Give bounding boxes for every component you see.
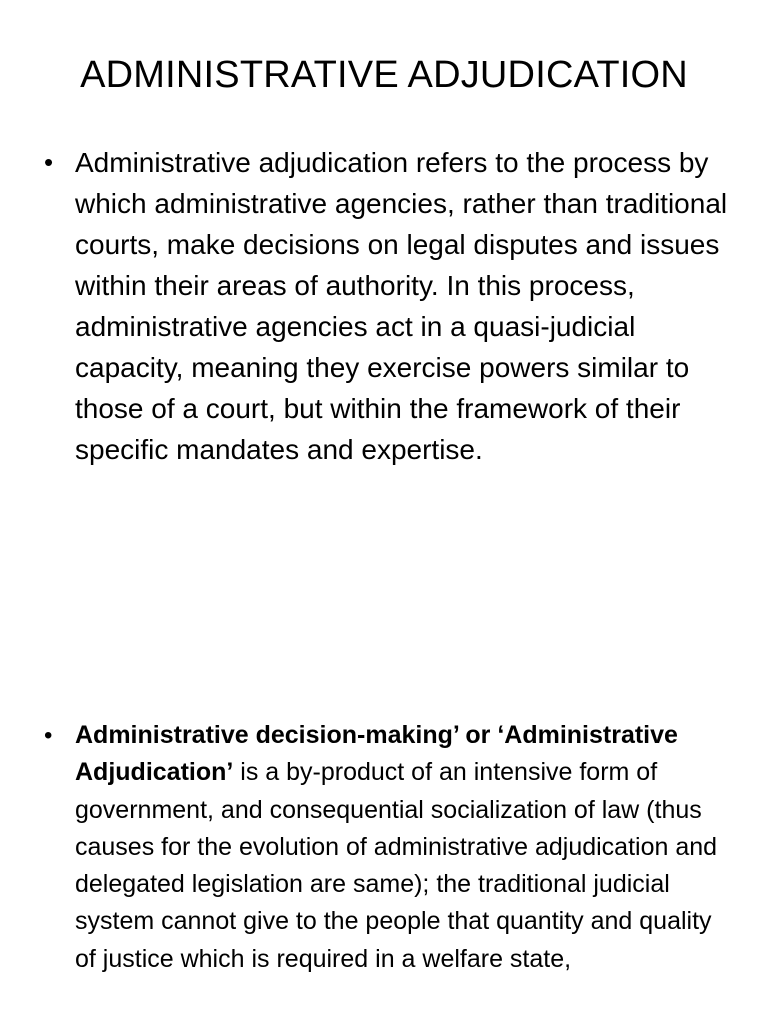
bullet-text: Administrative adjudication refers to the process by which administrative agencies, rather than traditional courts, make decisions on legal disputes and issues within their areas of authority. In this process, administrative agencies act in a quasi-judicial capacity, meaning they exercise powers similar to those of a court, but within the framework of their specific mandates and expertise. xyxy=(75,147,728,465)
bullet-marker: • xyxy=(44,147,54,177)
slide-title: ADMINISTRATIVE ADJUDICATION xyxy=(80,54,688,96)
bullet-bold-lead: Administrative decision-making’ or ‘Administrative Adjudication’ xyxy=(75,721,678,787)
bullet-marker: • xyxy=(44,722,53,749)
bullet-text xyxy=(75,717,735,978)
bullet-body: is a by-product of an intensive form of government, and consequential socialization of law (thus causes for the evolution of administrative adjudication and delegated legislation are same); the traditional judicial system cannot give to the people that quantity and quality of justice which is required in a welfare state, xyxy=(75,758,718,973)
